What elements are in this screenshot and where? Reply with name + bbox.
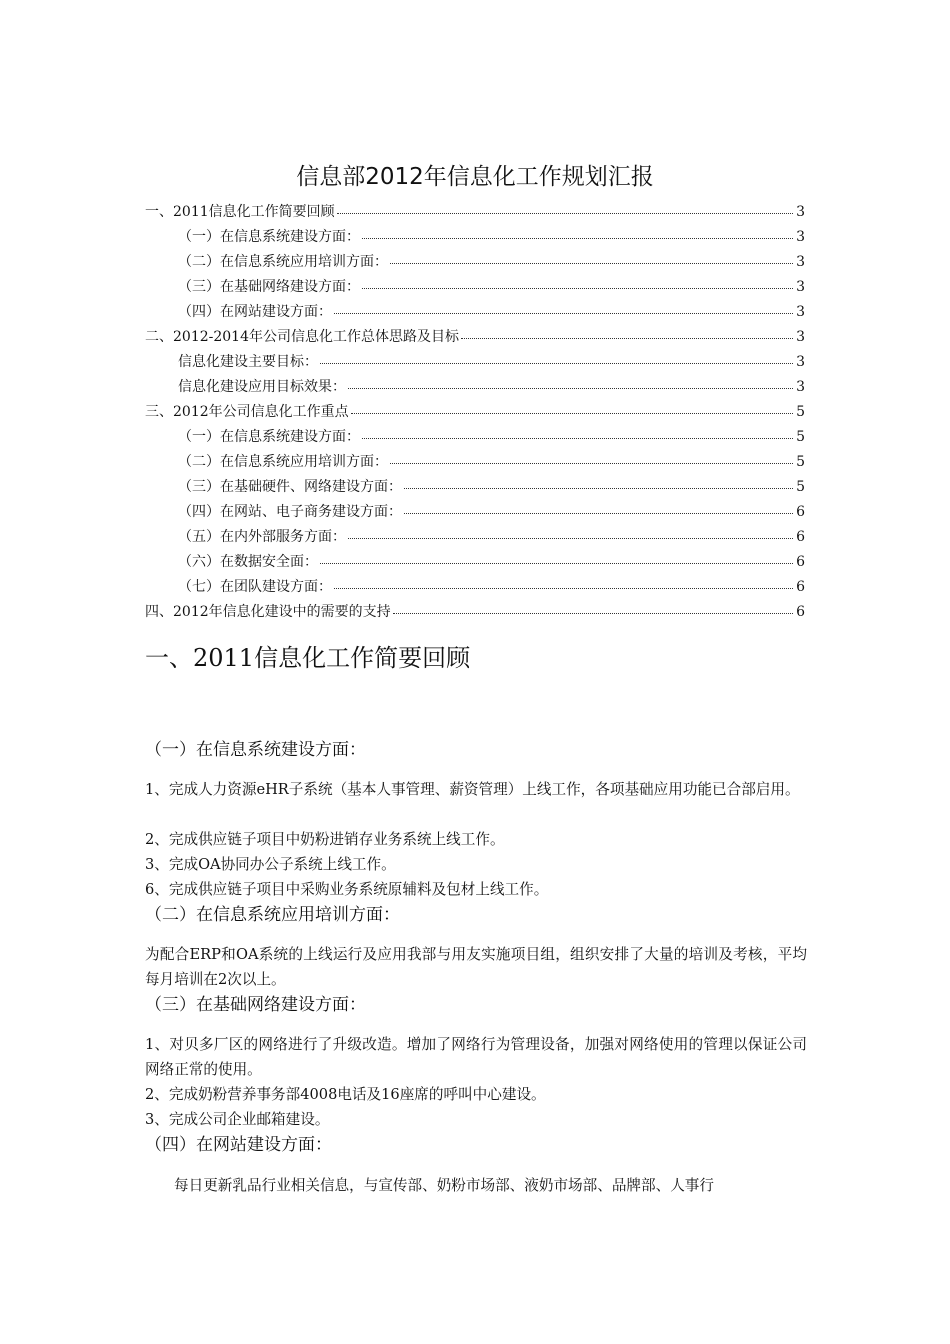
toc-leader — [362, 426, 793, 439]
toc-entry-page: 5 — [796, 429, 805, 445]
toc-entry-text: 二、2012-2014年公司信息化工作总体思路及目标 — [145, 329, 459, 345]
paragraph: 2、完成供应链子项目中奶粉进销存业务系统上线工作。 — [145, 831, 505, 848]
toc-entry-text: （一）在信息系统建设方面： — [178, 429, 360, 445]
toc-entry-text: （二）在信息系统应用培训方面： — [178, 254, 388, 270]
toc-entry[interactable] — [178, 275, 805, 299]
toc-entry-text: 一、2011信息化工作简要回顾 — [145, 204, 335, 220]
paragraph: 3、完成OA协同办公子系统上线工作。 — [145, 856, 396, 873]
toc-entry-page: 6 — [796, 504, 805, 520]
toc-leader — [362, 226, 793, 239]
toc-entry-page: 6 — [796, 604, 805, 620]
toc-entry-page: 6 — [796, 529, 805, 545]
paragraph: 1、对贝多厂区的网络进行了升级改造。增加了网络行为管理设备，加强对网络使用的管理以保证公司网络正常的使用。 — [145, 1036, 807, 1078]
toc-entry-text: （四）在网站建设方面： — [178, 304, 332, 320]
toc-entry-text: （二）在信息系统应用培训方面： — [178, 454, 388, 470]
toc-entry-text: 信息化建设主要目标： — [178, 354, 318, 370]
section-heading: 一、2011信息化工作简要回顾 — [145, 644, 471, 672]
toc-entry[interactable] — [145, 400, 805, 424]
toc-entry-page: 3 — [796, 254, 805, 270]
paragraph: 1、完成人力资源eHR子系统（基本人事管理、薪资管理）上线工作，各项基础应用功能已合部启用。 — [145, 781, 800, 798]
toc-entry[interactable] — [178, 300, 805, 324]
toc-entry-page: 3 — [796, 379, 805, 395]
toc-entry[interactable] — [178, 575, 805, 599]
toc-entry-page: 5 — [796, 454, 805, 470]
toc-entry[interactable] — [145, 600, 805, 624]
toc-leader — [351, 401, 793, 414]
toc-leader — [393, 601, 793, 614]
toc-entry-text: （五）在内外部服务方面： — [178, 529, 346, 545]
toc-leader — [348, 526, 793, 539]
toc-entry[interactable] — [178, 425, 805, 449]
toc-entry[interactable] — [178, 375, 805, 399]
toc-entry-text: （一）在信息系统建设方面： — [178, 229, 360, 245]
paragraph: 6、完成供应链子项目中采购业务系统原辅料及包材上线工作。 — [145, 881, 549, 898]
toc-leader — [461, 326, 793, 339]
toc-entry-text: （三）在基础网络建设方面： — [178, 279, 360, 295]
toc-entry-text: （六）在数据安全面： — [178, 554, 318, 570]
toc-entry[interactable] — [178, 450, 805, 474]
toc-leader — [320, 351, 793, 364]
toc-entry-page: 3 — [796, 329, 805, 345]
toc-entry-page: 5 — [796, 479, 805, 495]
toc-leader — [348, 376, 793, 389]
toc-leader — [320, 551, 793, 564]
toc-entry-page: 6 — [796, 554, 805, 570]
toc-entry[interactable] — [145, 325, 805, 349]
toc-entry-page: 3 — [796, 229, 805, 245]
toc-entry-page: 3 — [796, 204, 805, 220]
toc-entry-page: 3 — [796, 354, 805, 370]
toc-entry[interactable] — [178, 475, 805, 499]
toc-entry[interactable] — [178, 225, 805, 249]
paragraph: 2、完成奶粉营养事务部4008电话及16座席的呼叫中心建设。 — [145, 1086, 546, 1103]
toc-leader — [337, 201, 793, 214]
toc-entry-text: 四、2012年信息化建设中的需要的支持 — [145, 604, 391, 620]
toc-entry-text: 三、2012年公司信息化工作重点 — [145, 404, 349, 420]
paragraph: 每日更新乳品行业相关信息，与宣传部、奶粉市场部、液奶市场部、品牌部、人事行 — [174, 1177, 714, 1194]
toc-entry[interactable] — [178, 350, 805, 374]
paragraph: 为配合ERP和OA系统的上线运行及应用我部与用友实施项目组，组织安排了大量的培训及考核，平均每月培训在2次以上。 — [145, 946, 807, 988]
toc-entry[interactable] — [178, 250, 805, 274]
toc-leader — [334, 576, 793, 589]
toc-entry-text: （三）在基础硬件、网络建设方面： — [178, 479, 402, 495]
toc-leader — [334, 301, 793, 314]
subsection-heading: （三）在基础网络建设方面： — [145, 995, 366, 1015]
subsection-heading: （四）在网站建设方面： — [145, 1135, 332, 1155]
toc-entry[interactable] — [178, 500, 805, 524]
toc-entry[interactable] — [178, 525, 805, 549]
subsection-heading: （一）在信息系统建设方面： — [145, 740, 366, 760]
toc-entry-text: 信息化建设应用目标效果： — [178, 379, 346, 395]
toc-entry-text: （四）在网站、电子商务建设方面： — [178, 504, 402, 520]
toc-entry-page: 6 — [796, 579, 805, 595]
toc-entry-page: 5 — [796, 404, 805, 420]
toc-leader — [404, 476, 793, 489]
toc-entry-page: 3 — [796, 304, 805, 320]
toc-entry[interactable] — [145, 200, 805, 224]
toc-entry[interactable] — [178, 550, 805, 574]
document-title: 信息部2012年信息化工作规划汇报 — [296, 164, 654, 190]
toc-leader — [390, 451, 793, 464]
toc-entry-page: 3 — [796, 279, 805, 295]
toc-entry-text: （七）在团队建设方面： — [178, 579, 332, 595]
toc-leader — [390, 251, 793, 264]
subsection-heading: （二）在信息系统应用培训方面： — [145, 905, 400, 925]
paragraph: 3、完成公司企业邮箱建设。 — [145, 1111, 330, 1128]
toc-leader — [362, 276, 793, 289]
toc-leader — [404, 501, 793, 514]
